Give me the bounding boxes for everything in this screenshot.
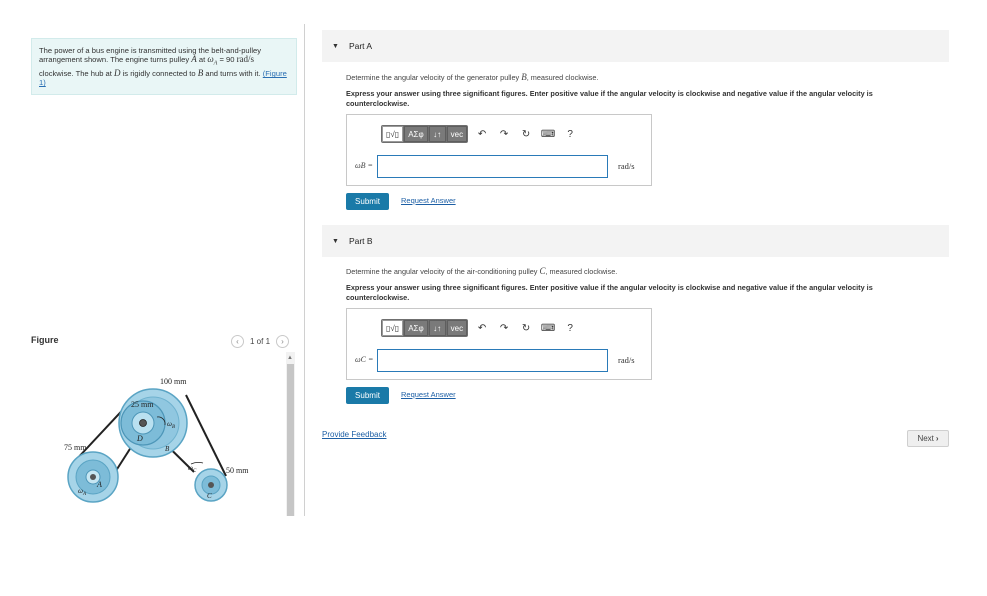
part-b-answer-box [346,308,652,380]
label-d: D [137,434,143,443]
templates-button[interactable]: ▯√▯ [382,126,403,142]
question-text: Determine the angular velocity of the generator pulley [346,73,522,82]
var-d: D [114,68,121,79]
greek-button[interactable]: ΑΣφ [404,126,427,142]
part-a-question [346,72,599,82]
label-b: B [165,445,170,453]
problem-text: and turns with it. [203,69,263,79]
vec-button[interactable]: vec [447,320,467,336]
label-a: A [97,480,102,489]
templates-button[interactable]: ▯√▯ [382,320,403,336]
request-answer-link[interactable]: Request Answer [401,390,456,399]
answer-unit: rad/s [618,161,635,171]
label-100mm: 100 mm [160,377,187,386]
submit-button[interactable]: Submit [346,387,389,404]
question-text: Determine the angular velocity of the air-conditioning pulley [346,267,540,276]
part-a-title: Part A [348,41,373,51]
problem-text: clockwise. The hub at [39,69,114,79]
reset-icon[interactable]: ↻ [521,128,531,140]
label-omega-a: $\omega_A$ [78,487,87,497]
label-75mm: 75 mm [64,443,87,452]
help-button[interactable]: ? [567,322,573,334]
part-b-header[interactable] [322,225,949,257]
label-c: C [207,492,212,500]
part-a-instructions: Express your answer using three significant figures. Enter positive value if the angular velocity is clockwise and negative value if the angular velocity is counterclockwise. [346,89,873,108]
undo-icon[interactable]: ↶ [477,128,487,140]
toolbar-group [381,319,468,337]
problem-text: at [196,55,208,65]
provide-feedback-link[interactable]: Provide Feedback [322,430,387,439]
figure-page-count: 1 of 1 [250,337,271,346]
help-button[interactable]: ? [567,128,573,140]
next-button[interactable] [907,430,949,447]
part-b-title: Part B [348,236,373,246]
question-text: , measured clockwise. [526,73,599,82]
figure-title: Figure [31,335,59,345]
label-omega-b: $\omega_B$ [167,420,176,430]
redo-icon[interactable]: ↷ [499,322,509,334]
var-b: B [197,68,204,79]
collapse-caret-icon[interactable]: ▼ [332,237,339,245]
arrows-button[interactable]: ↓↑ [429,320,446,336]
part-a-header[interactable] [322,30,949,62]
problem-text: is rigidly connected to [120,69,198,79]
figure-scrollbar[interactable] [286,352,295,516]
vec-button[interactable]: vec [447,126,467,142]
figure-link[interactable]: (Figure 1) [39,69,287,88]
pulley-a-center [90,474,96,480]
chevron-left-icon[interactable]: ‹ [231,335,244,348]
next-label: Next [917,434,934,443]
greek-button[interactable]: ΑΣφ [404,320,427,336]
question-var: C [539,266,546,276]
keyboard-icon[interactable]: ⌨ [540,322,556,334]
problem-text: = 90 [217,55,237,65]
scroll-thumb[interactable] [287,364,294,516]
answer-input[interactable] [377,349,608,372]
scroll-up-icon[interactable]: ▲ [287,355,293,361]
submit-button[interactable]: Submit [346,193,389,210]
answer-label: ωB = [355,161,373,170]
label-25mm: 25 mm [131,400,154,409]
problem-statement [31,38,297,95]
label-50mm: 50 mm [226,466,249,475]
math-toolbar [381,125,580,143]
omega-a: ω [207,54,214,65]
math-toolbar [381,319,580,337]
part-b-instructions: Express your answer using three significant figures. Enter positive value if the angular velocity is clockwise and negative value if the angular velocity is counterclockwise. [346,283,873,302]
label-omega-c: $\omega_C$ [188,464,197,474]
question-text: , measured clockwise. [545,267,618,276]
question-var: B [521,72,527,82]
part-a-answer-box [346,114,652,186]
answer-label: ωC = [355,355,374,364]
answer-input[interactable] [377,155,608,178]
redo-icon[interactable]: ↷ [499,128,509,140]
chevron-right-icon[interactable]: › [276,335,289,348]
chevron-right-icon: › [935,434,939,443]
arrows-button[interactable]: ↓↑ [429,126,446,142]
figure-pager [231,335,289,348]
var-a: A [191,54,197,65]
part-b-question [346,266,617,276]
problem-text: The power of a bus engine is transmitted using the belt-and-pulley arrangement shown. The engine turns pulley [39,46,262,65]
omega-a-sub: A [213,60,218,67]
undo-icon[interactable]: ↶ [477,322,487,334]
pulley-c-center [208,482,214,488]
column-divider [304,24,305,516]
reset-icon[interactable]: ↻ [521,322,531,334]
toolbar-group [381,125,468,143]
request-answer-link[interactable]: Request Answer [401,196,456,205]
omega-unit: rad/s [236,54,255,65]
collapse-caret-icon[interactable]: ▼ [332,42,339,50]
hub-center [140,420,147,427]
answer-unit: rad/s [618,355,635,365]
keyboard-icon[interactable]: ⌨ [540,128,556,140]
pulley-figure [40,360,265,510]
